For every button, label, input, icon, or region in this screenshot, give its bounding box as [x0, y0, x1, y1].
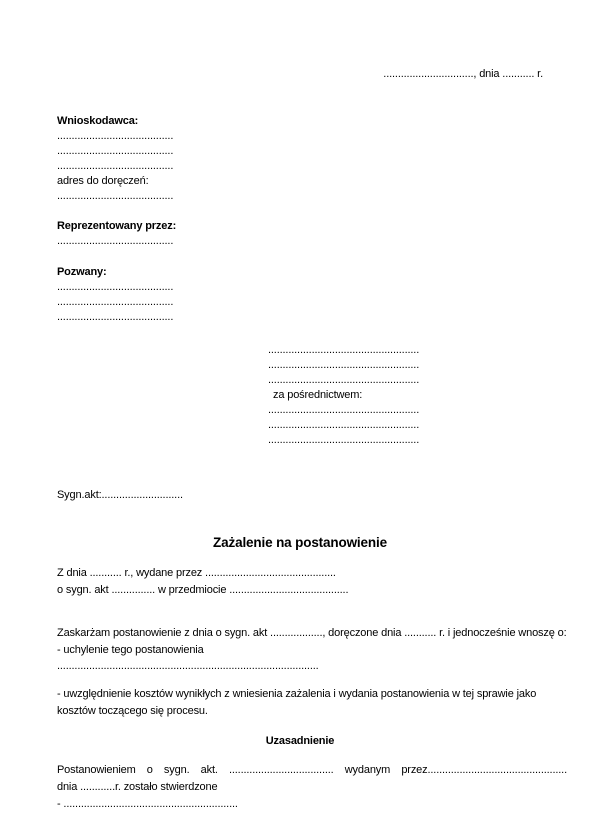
- via-label: za pośrednictwem:: [273, 389, 363, 401]
- applicant-fill-line: ........................................: [57, 145, 174, 157]
- intro-line: o sygn. akt ............... w przedmiocie .........................................: [57, 584, 349, 596]
- court-fill-line: ....................................................: [268, 434, 420, 446]
- court-fill-line: ....................................................: [268, 404, 420, 416]
- applicant-fill-line: ........................................: [57, 130, 174, 142]
- court-fill-line: ....................................................: [268, 374, 420, 386]
- justification-block: [57, 762, 567, 813]
- defendant-fill-line: ........................................: [57, 296, 174, 308]
- applicant-fill-line: ........................................: [57, 160, 174, 172]
- court-fill-line: ....................................................: [268, 419, 420, 431]
- petition-costs-paragraph: - uwzględnienie kosztów wynikłych z wniesienia zażalenia i wydania postanowienia w tej sprawie jako kosztów toczącego się procesu.: [57, 688, 537, 717]
- delivery-address-fill-line: ........................................: [57, 190, 174, 202]
- applicant-block: [57, 114, 173, 204]
- court-block: [268, 343, 419, 448]
- date-line: ..............................., dnia ........... r.: [383, 68, 543, 80]
- document-title: Zażalenie na postanowienie: [213, 535, 387, 550]
- representative-block: [57, 219, 176, 249]
- petition-fill-line: ..........................................................................................: [57, 660, 319, 672]
- justification-fill-line: - ............................................................: [57, 798, 238, 810]
- applicant-label: Wnioskodawca:: [57, 115, 139, 127]
- delivery-address-label: adres do doręczeń:: [57, 175, 149, 187]
- justification-line: Postanowieniem o sygn. akt. .................................... wydanym przez................................................: [57, 764, 567, 776]
- court-fill-line: ....................................................: [268, 359, 420, 371]
- petition-opening: Zaskarżam postanowienie z dnia o sygn. akt .................., doręczone dnia ........... r. i jednocześnie wnoszę o:: [57, 627, 567, 639]
- defendant-fill-line: ........................................: [57, 311, 174, 323]
- intro-line: Z dnia ........... r., wydane przez .............................................: [57, 567, 336, 579]
- petition-item: - uchylenie tego postanowienia: [57, 643, 204, 656]
- petition-request-block: [57, 625, 567, 675]
- justification-line: dnia ............r. zostało stwierdzone: [57, 781, 218, 793]
- justification-heading: Uzasadnienie: [265, 735, 335, 747]
- case-number-line: Sygn.akt:............................: [57, 489, 183, 501]
- defendant-fill-line: ........................................: [57, 281, 174, 293]
- intro-block: [57, 565, 567, 599]
- court-fill-line: ....................................................: [268, 344, 420, 356]
- representative-label: Reprezentowany przez:: [57, 220, 177, 232]
- defendant-label: Pozwany:: [57, 266, 107, 278]
- defendant-block: [57, 265, 173, 325]
- representative-fill-line: ........................................: [57, 235, 174, 247]
